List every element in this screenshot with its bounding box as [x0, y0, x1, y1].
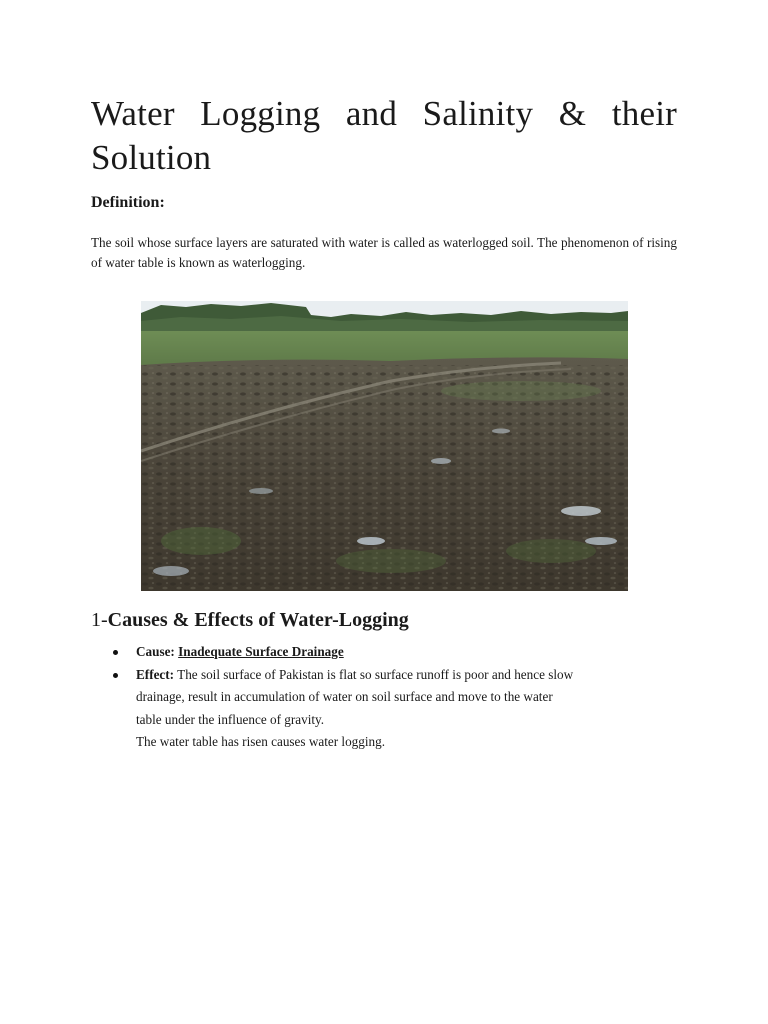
effect-text-line3: table under the influence of gravity.: [136, 711, 325, 727]
section-heading-causes-effects: [91, 609, 409, 632]
effect-text-line2: drainage, result in accumulation of water on soil surface and move to the water: [136, 689, 553, 704]
definition-text: The soil whose surface layers are saturated with water is called as waterlogged soil. The phenomenon of rising of water table is known as waterlogging.: [91, 235, 677, 270]
effect-text-line1: The soil surface of Pakistan is flat so surface runoff is poor and hence slow: [177, 666, 574, 682]
waterlogged-field-photo: [141, 301, 628, 591]
section-title: Causes & Effects of Water-Logging: [107, 609, 409, 631]
causes-effects-list: [111, 641, 651, 754]
section-number: 1-: [91, 609, 108, 631]
effect-extra-text: The water table has risen causes water logging.: [136, 734, 386, 749]
effect-label: Effect:: [136, 666, 175, 682]
cause-value: Inadequate Surface Drainage: [178, 644, 344, 659]
list-item-cause: [111, 641, 651, 664]
definition-heading: Definition:: [91, 194, 165, 211]
bullet-icon: [113, 650, 118, 655]
list-item-effect: [111, 664, 651, 754]
document-title: Water Logging and Salinity & their Solution: [91, 94, 677, 177]
bullet-icon: [113, 673, 118, 678]
cause-label: Cause:: [136, 644, 175, 659]
